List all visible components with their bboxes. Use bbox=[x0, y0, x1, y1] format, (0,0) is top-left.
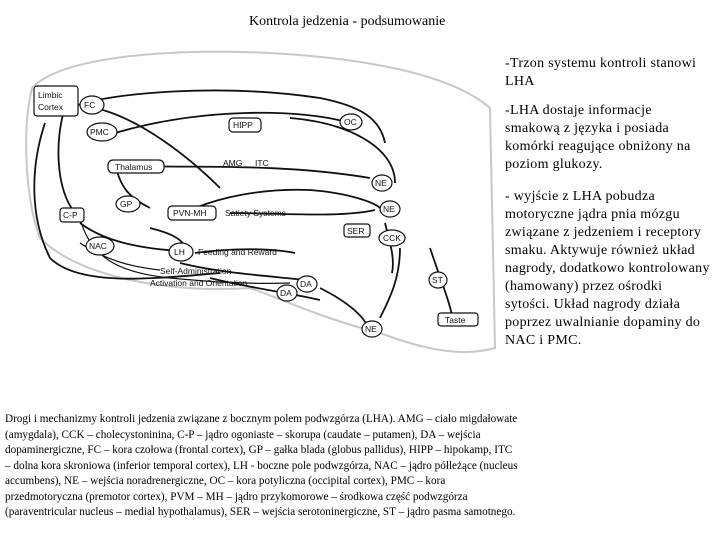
ne-label-2: NE bbox=[383, 204, 395, 214]
gp-node bbox=[116, 196, 140, 212]
satiety-label: Satiety Systems bbox=[225, 208, 286, 218]
pmc-node bbox=[87, 123, 117, 141]
side-text-1: -Trzon systemu kontroli stanowi LHA bbox=[505, 56, 697, 89]
oc-label: OC bbox=[344, 117, 357, 127]
ser-node bbox=[344, 224, 370, 237]
itc-label: ITC bbox=[255, 158, 269, 168]
figure-caption: Drogi i mechanizmy kontroli jedzenia związane z bocznym polem podwzgórza (LHA). AMG – ciało migdałowate (amygdala), CCK – cholecystoninina, C-P – jądro ogoniaste – skorupa (caudate – putamen), DA – wejścia dopaminergiczne, FC – kora czołowa (frontal cortex), GP – gałka blada (globus pallidus), HIPP – hipokamp, ITC – dolna kora skroniowa (inferior temporal cortex), LH - boczne pole podwzgórza, NAC – jądro półleżące (nucleus accumbens), NE – wejścia noradrenergiczne, OC – kora potyliczna (occipital cortex), PMC – kora przedmotoryczna (premotor cortex), PVM – MH – jądro przykomorowe – środkowa część podwzgórza (paraventricular nucleus – medial hypothalamus), SER – wejścia serotoninergiczne, ST – jądro pasma samotnego. bbox=[5, 413, 518, 518]
ser-label: SER bbox=[347, 226, 365, 236]
ne-node-3 bbox=[362, 321, 382, 337]
slide-title: Kontrola jedzenia - podsumowanie bbox=[249, 14, 446, 29]
hipp-node bbox=[229, 118, 261, 132]
fc-node bbox=[80, 96, 104, 114]
amg-label: AMG bbox=[223, 158, 243, 168]
da-node-2 bbox=[277, 285, 297, 301]
self-administration-label: Self-Administration bbox=[160, 266, 232, 276]
feeding-reward-label: Feeding and Reward bbox=[198, 247, 277, 257]
oc-node bbox=[340, 114, 362, 130]
hipp-label: HIPP bbox=[233, 120, 253, 130]
pmc-label: PMC bbox=[90, 127, 109, 137]
da-label-1: DA bbox=[300, 279, 312, 289]
da-node-1 bbox=[297, 276, 317, 292]
da-label-2: DA bbox=[280, 288, 292, 298]
ne-node-1 bbox=[372, 175, 392, 191]
cp-label: C-P bbox=[63, 210, 78, 220]
taste-node bbox=[438, 313, 478, 326]
ne-label-1: NE bbox=[375, 178, 387, 188]
st-label: ST bbox=[432, 275, 443, 285]
cck-label: CCK bbox=[383, 233, 401, 243]
thalamus-node bbox=[108, 160, 164, 173]
limbic-label-2: Cortex bbox=[38, 102, 64, 112]
st-node bbox=[429, 272, 447, 288]
lh-node bbox=[169, 243, 193, 261]
nac-label: NAC bbox=[89, 241, 107, 251]
limbic-cortex-node bbox=[34, 86, 78, 116]
side-text-2: -LHA dostaje informacje smakową z języka i posiada komórki reagujące obniżony na poziom glukozy. bbox=[505, 103, 691, 172]
cck-node bbox=[379, 230, 405, 246]
ne-node-2 bbox=[380, 201, 400, 217]
lh-label: LH bbox=[174, 247, 185, 257]
taste-label: Taste bbox=[445, 315, 466, 325]
ne-label-3: NE bbox=[365, 324, 377, 334]
thalamus-label: Thalamus bbox=[115, 162, 153, 172]
nac-node bbox=[86, 237, 114, 255]
limbic-label-1: Limbic bbox=[38, 90, 63, 100]
side-text-3: - wyjście z LHA pobudza motoryczne jądra pnia mózgu związane z jedzeniem i receptory smaku. Aktywuje również układ nagrody, dodatkowo kontrolowany (hamowany) przez ośrodki sytości. Układ nagrody działa poprzez uwalnianie dopaminy do NAC i PMC. bbox=[505, 189, 710, 348]
pvn-mh-node bbox=[168, 206, 216, 220]
fc-label: FC bbox=[84, 100, 96, 110]
feeding-control-diagram bbox=[20, 48, 505, 408]
activation-orientation-label: Activation and Orientation bbox=[150, 278, 248, 288]
gp-label: GP bbox=[120, 199, 133, 209]
pvn-label: PVN-MH bbox=[173, 208, 207, 218]
cp-node bbox=[60, 208, 84, 222]
